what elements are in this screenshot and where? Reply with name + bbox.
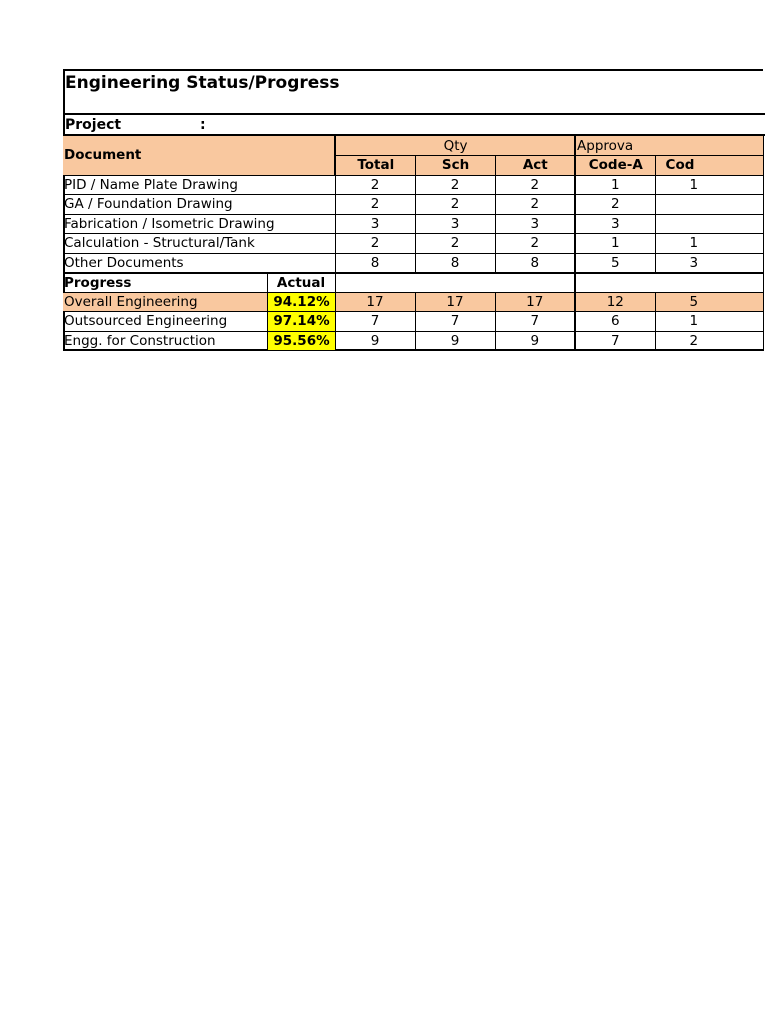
code-b-cell: 1 (655, 234, 763, 254)
table-row (63, 331, 763, 351)
spreadsheet-area (63, 69, 699, 352)
table-row (63, 175, 763, 195)
total-cell: 2 (335, 234, 415, 254)
act-cell: 2 (495, 175, 575, 195)
progress-name: Overall Engineering (63, 292, 267, 312)
code-a-cell: 12 (575, 292, 655, 312)
total-cell: 3 (335, 214, 415, 234)
document-name: Fabrication / Isometric Drawing (63, 214, 335, 234)
act-cell: 2 (495, 234, 575, 254)
sch-cell: 3 (415, 214, 495, 234)
act-cell: 2 (495, 195, 575, 215)
progress-approval-blank (575, 273, 763, 293)
qty-header: Qty (335, 136, 575, 156)
col-sch-header: Sch (415, 156, 495, 176)
sch-cell: 2 (415, 234, 495, 254)
code-a-cell: 1 (575, 175, 655, 195)
sch-cell: 7 (415, 312, 495, 332)
progress-qty-blank (335, 273, 575, 293)
code-a-cell: 1 (575, 234, 655, 254)
table-row (63, 312, 763, 332)
header-row-1 (63, 136, 763, 156)
progress-name: Outsourced Engineering (63, 312, 267, 332)
total-cell: 17 (335, 292, 415, 312)
document-name: Other Documents (63, 253, 335, 273)
col-act-header: Act (495, 156, 575, 176)
code-a-cell: 5 (575, 253, 655, 273)
col-total-header: Total (335, 156, 415, 176)
total-cell: 7 (335, 312, 415, 332)
table-row (63, 214, 763, 234)
approval-header: Approva (575, 136, 763, 156)
col-code-a-header: Code-A (575, 156, 655, 176)
sch-cell: 2 (415, 195, 495, 215)
document-name: GA / Foundation Drawing (63, 195, 335, 215)
code-a-cell: 2 (575, 195, 655, 215)
act-cell: 17 (495, 292, 575, 312)
document-name: Calculation - Structural/Tank (63, 234, 335, 254)
table-row (63, 253, 763, 273)
sch-cell: 2 (415, 175, 495, 195)
sheet-title: Engineering Status/Progress (65, 73, 340, 93)
progress-name: Engg. for Construction (63, 331, 267, 351)
total-cell: 2 (335, 195, 415, 215)
sch-cell: 9 (415, 331, 495, 351)
act-cell: 9 (495, 331, 575, 351)
progress-header-row (63, 273, 763, 293)
project-label: Project (65, 117, 122, 133)
title-row (65, 71, 765, 115)
code-a-cell: 6 (575, 312, 655, 332)
total-cell: 9 (335, 331, 415, 351)
act-cell: 3 (495, 214, 575, 234)
document-header: Document (63, 136, 335, 175)
code-b-cell: 2 (655, 331, 763, 351)
code-b-cell (655, 214, 763, 234)
act-cell: 8 (495, 253, 575, 273)
code-b-cell: 5 (655, 292, 763, 312)
act-cell: 7 (495, 312, 575, 332)
sch-cell: 17 (415, 292, 495, 312)
code-b-cell: 1 (655, 312, 763, 332)
actual-percent: 97.14% (267, 312, 335, 332)
code-a-cell: 7 (575, 331, 655, 351)
code-b-cell (655, 195, 763, 215)
table-row (63, 195, 763, 215)
code-b-cell: 3 (655, 253, 763, 273)
actual-percent: 95.56% (267, 331, 335, 351)
project-row (65, 115, 765, 136)
actual-percent: 94.12% (267, 292, 335, 312)
code-b-cell: 1 (655, 175, 763, 195)
project-colon: : (200, 117, 206, 133)
actual-label: Actual (267, 273, 335, 293)
sch-cell: 8 (415, 253, 495, 273)
code-a-cell: 3 (575, 214, 655, 234)
document-name: PID / Name Plate Drawing (63, 175, 335, 195)
total-cell: 8 (335, 253, 415, 273)
progress-label: Progress (63, 273, 267, 293)
col-code-b-header: Cod (655, 156, 763, 176)
total-cell: 2 (335, 175, 415, 195)
status-table (63, 136, 764, 351)
table-row (63, 292, 763, 312)
table-row (63, 234, 763, 254)
